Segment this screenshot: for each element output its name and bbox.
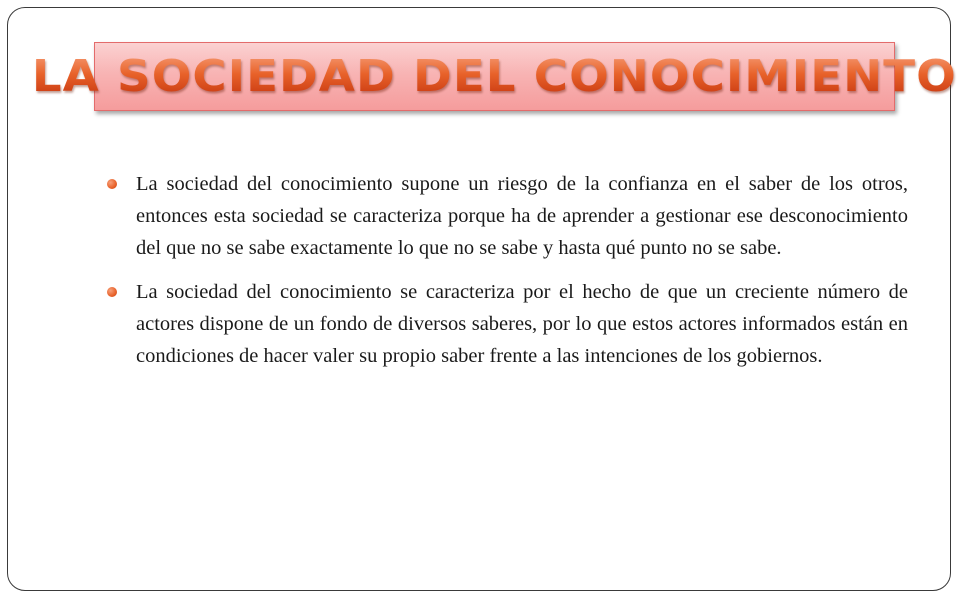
bullet-dot-icon [107, 179, 117, 189]
bullet-dot-icon [107, 287, 117, 297]
bullet-item [100, 168, 908, 264]
slide-content [100, 168, 908, 384]
bullet-text: La sociedad del conocimiento se caracteriza por el hecho de que un creciente número de actores dispone de un fondo de diversos saberes, por lo que estos actores informados están en condiciones de hacer valer su propio saber frente a las intenciones de los gobiernos. [136, 281, 908, 367]
bullet-list [100, 168, 908, 372]
bullet-item [100, 276, 908, 372]
slide-title: LA SOCIEDAD DEL CONOCIMIENTO [32, 51, 957, 102]
title-box [32, 42, 957, 111]
bullet-text: La sociedad del conocimiento supone un riesgo de la confianza en el saber de los otros, entonces esta sociedad se caracteriza porque ha de aprender a gestionar ese desconocimiento del que no se sabe exactamente lo que no se sabe y hasta qué punto no se sabe. [136, 173, 908, 259]
